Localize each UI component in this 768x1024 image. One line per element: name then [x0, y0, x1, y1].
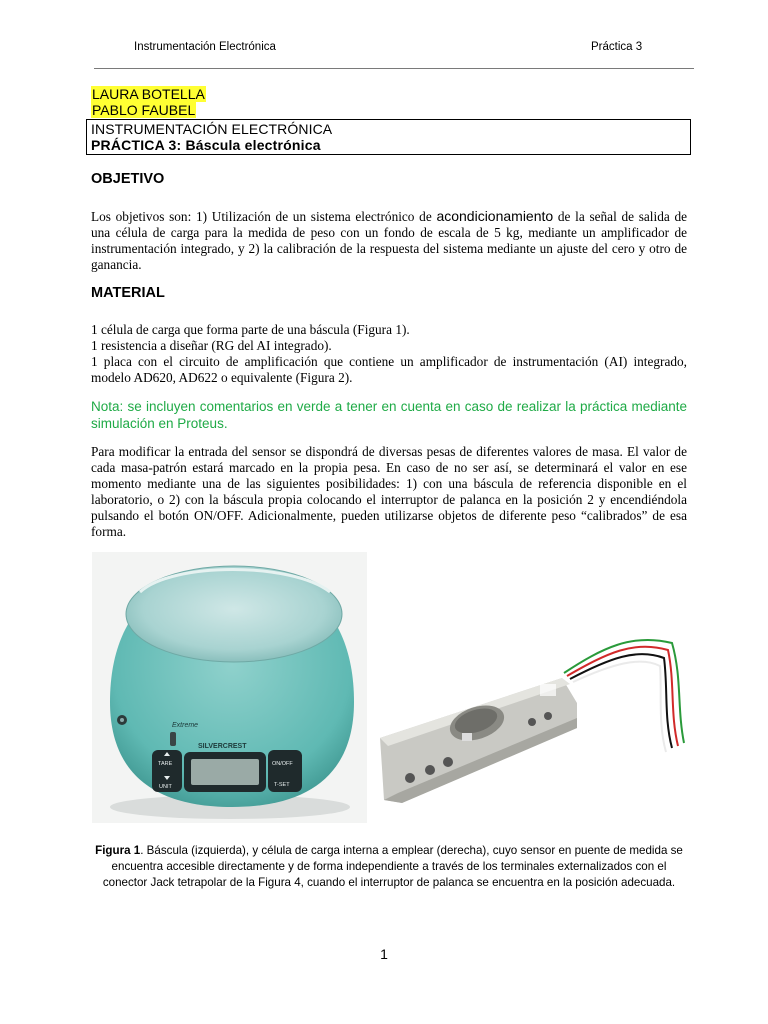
objetivo-paragraph: [91, 208, 687, 273]
objetivo-text-a: Los objetivos son: 1) Utilización de un sistema electrónico de: [91, 209, 437, 224]
page-number: 1: [380, 946, 388, 962]
scale-tset-label: T-SET: [274, 782, 290, 788]
figure-caption: [92, 843, 686, 891]
scale-onoff-label: ON/OFF: [272, 761, 293, 767]
load-cell-illustration: [372, 618, 692, 818]
scale-unit-label: UNIT: [159, 784, 172, 790]
author-1: LAURA BOTELLA: [92, 86, 205, 102]
running-header-practice: Práctica 3: [591, 41, 643, 53]
material-item: 1 placa con el circuito de amplificación que contiene un amplificador de instrumentación (AI) integrado, modelo AD620, AD622 o equivalente (Figura 2).: [91, 354, 687, 385]
heading-objetivo: OBJETIVO: [91, 171, 165, 187]
author-2: PABLO FAUBEL: [92, 102, 196, 118]
material-list: [91, 322, 687, 386]
proteus-note: Nota: se incluyen comentarios en verde a tener en cuenta en caso de realizar la práctica mediante simulación en Proteus.: [91, 399, 687, 431]
scale-tare-label: TARE: [158, 761, 173, 767]
objetivo-text-emph: acondicionamiento: [436, 208, 554, 224]
title-box: [86, 119, 691, 155]
scale-brand-script: Extreme: [172, 722, 199, 729]
header-rule: [94, 68, 694, 69]
masses-paragraph: Para modificar la entrada del sensor se dispondrá de diversas pesas de diferentes valores de masa. El valor de cada masa-patrón estará marcado en la propia pesa. En caso de no ser así, se determinará el valor en ese momento mediante una de las siguientes posibilidades: 1) con una báscula de referencia disponible en el laboratorio, o 2) con la báscula propia colocando el interruptor de palanca en la posición 2 y encendiéndola pulsando el botón ON/OFF. Adicionalmente, pueden utilizarse objetos de diferente peso “calibrados” de esa forma.: [91, 444, 687, 539]
figure-caption-label: Figura 1: [95, 844, 141, 857]
objetivo-text-b: de la señal de salida de una célula de carga para la medida de peso con un fondo de escala de 5 kg, mediante un amplificador de instrumentación integrado, y 2) la calibración de la respuesta del sistema mediante un ajuste del cero y otro de ganancia.: [91, 209, 688, 272]
material-item: 1 célula de carga que forma parte de una báscula (Figura 1).: [91, 322, 410, 337]
running-header-title: Instrumentación Electrónica: [134, 41, 276, 53]
load-cell-photo: [372, 618, 692, 818]
practice-title: PRÁCTICA 3: Báscula electrónica: [91, 137, 321, 153]
scale-brand: SILVERCREST: [198, 743, 247, 750]
scale-illustration: [92, 552, 367, 823]
material-item: 1 resistencia a diseñar (RG del AI integrado).: [91, 338, 332, 353]
course-title: INSTRUMENTACIÓN ELECTRÓNICA: [91, 121, 333, 137]
heading-material: MATERIAL: [91, 285, 165, 301]
figure-caption-text: . Báscula (izquierda), y célula de carga interna a emplear (derecha), cuyo sensor en puente de medida se encuentra accesible directamente y de forma independiente a través de los terminales externalizados con el conector Jack tetrapolar de la Figura 4, cuando el interruptor de palanca se encuentra en la posición adecuada.: [102, 844, 683, 889]
scale-photo: [92, 552, 367, 823]
